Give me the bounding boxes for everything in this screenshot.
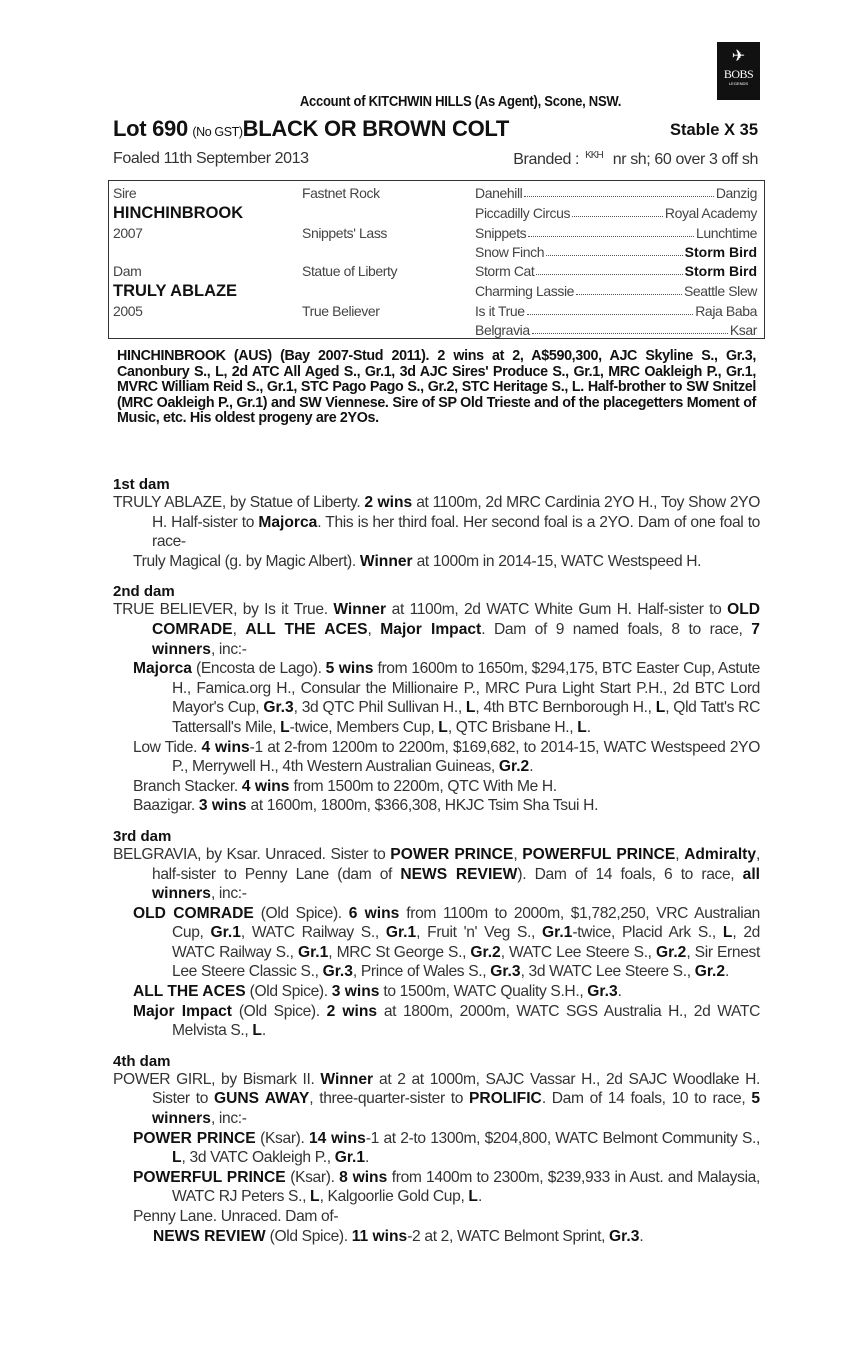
text: (Old Spice). bbox=[253, 904, 349, 922]
ancestor-name: Is it True bbox=[475, 303, 525, 319]
ancestor-name: Snippets bbox=[475, 225, 527, 241]
pedigree-paragraph bbox=[113, 1227, 760, 1247]
text: TRULY ABLAZE, by Statue of Liberty. bbox=[113, 494, 365, 511]
leader-dots bbox=[527, 303, 694, 315]
bold-text: L bbox=[722, 924, 733, 942]
text: , half-sister to Penny Lane (dam of bbox=[152, 845, 761, 883]
pedigree-gen3-row bbox=[475, 185, 757, 201]
ancestor-name: Snow Finch bbox=[475, 244, 545, 260]
bold-text: Gr.2 bbox=[498, 758, 530, 776]
bold-text: 8 wins bbox=[339, 1168, 388, 1186]
bold-text: 3 wins bbox=[198, 797, 247, 815]
bold-text: POWERFUL PRINCE bbox=[133, 1168, 286, 1186]
bold-text: 4 wins bbox=[241, 777, 290, 795]
ancestor-name: Belgravia bbox=[475, 322, 530, 338]
text: from 1600m to 1650m, $294,175, BTC Easter Cup, Astute H., Famica.org H., Consular the Millionaire P., MRC Pura Light Start P.H., 2d BTC Lord Mayor's Cup, bbox=[172, 660, 760, 717]
bold-text: NEWS REVIEW bbox=[153, 1227, 266, 1245]
text: , inc:- bbox=[210, 885, 247, 903]
text: -2 at 2, WATC Belmont Sprint, bbox=[407, 1227, 610, 1245]
leader-dots bbox=[576, 283, 682, 295]
bold-text: OLD COMRADE bbox=[133, 904, 254, 922]
branded-label: Branded : bbox=[513, 151, 580, 168]
bold-text: 2 wins bbox=[326, 1002, 378, 1020]
bold-text: Major Impact bbox=[133, 1002, 233, 1020]
text: at 2 at 1000m, SAJC Vassar H., 2d SAJC Woodlake H. Sister to bbox=[152, 1070, 760, 1108]
text: , Sir Ernest Lee Steere Classic S., bbox=[172, 943, 760, 981]
bold-text: L bbox=[310, 1188, 320, 1206]
consignor-text: Account of KITCHWIN HILLS (As Agent), Scone, NSW. bbox=[299, 94, 621, 110]
dam-dam: True Believer bbox=[302, 303, 380, 319]
sire-dam: Snippets' Lass bbox=[302, 225, 388, 241]
lot-title: BLACK OR BROWN COLT bbox=[242, 116, 510, 141]
pedigree-gen3-row bbox=[475, 263, 757, 279]
text: Low Tide. bbox=[133, 738, 202, 756]
text: , Fruit 'n' Veg S., bbox=[416, 924, 543, 942]
bold-text: Gr.1 bbox=[334, 1149, 366, 1167]
text: -1 at 2-from 1200m to 2200m, $169,682, to 2014-15, WATC Westspeed 2YO P., Merrywell H., 4th Western Australian Guineas, bbox=[172, 738, 761, 776]
leader-dots bbox=[528, 225, 694, 237]
bold-text: L bbox=[252, 1022, 262, 1040]
text: , Kalgoorlie Gold Cup, bbox=[319, 1188, 469, 1206]
text: . bbox=[617, 983, 622, 1001]
pedigree-paragraph bbox=[113, 738, 760, 777]
bold-text: 14 wins bbox=[308, 1129, 366, 1147]
dam-section bbox=[113, 476, 760, 571]
brand-description: nr sh; 60 over 3 off sh bbox=[612, 151, 758, 168]
dam-section bbox=[113, 583, 760, 816]
gst-note: (No GST) bbox=[192, 125, 243, 139]
ancestor-name: Piccadilly Circus bbox=[475, 205, 571, 221]
ancestor-sire: Storm Bird bbox=[684, 244, 757, 260]
text: . bbox=[586, 718, 591, 736]
ancestor-sire: Ksar bbox=[729, 322, 757, 338]
dam-line bbox=[113, 464, 760, 1246]
text: . bbox=[477, 1188, 482, 1206]
pedigree-paragraph bbox=[113, 600, 760, 659]
text: from 1500m to 2200m, QTC With Me H. bbox=[289, 777, 557, 795]
bold-text: POWER PRINCE bbox=[390, 845, 514, 863]
text: , WATC Railway S., bbox=[240, 924, 386, 942]
text: , bbox=[675, 845, 685, 863]
pedigree-gen3-row bbox=[475, 322, 757, 338]
bold-text: Majorca bbox=[133, 660, 192, 678]
bold-text: Gr.3 bbox=[609, 1227, 640, 1245]
bold-text: Winner bbox=[320, 1070, 374, 1088]
bold-text: Gr.1 bbox=[542, 924, 573, 942]
bold-text: L bbox=[655, 699, 666, 717]
text: at 1100m, 2d WATC White Gum H. Half-sister to bbox=[386, 601, 728, 619]
dam-section bbox=[113, 828, 760, 1041]
text: at 1000m in 2014-15, WATC Westspeed H. bbox=[412, 552, 702, 570]
ancestor-name: Danehill bbox=[475, 185, 523, 201]
sire-name: HINCHINBROOK bbox=[113, 204, 244, 222]
pedigree-paragraph bbox=[113, 1070, 760, 1129]
foaled-date: Foaled 11th September 2013 bbox=[113, 150, 309, 167]
bold-text: OLD COMRADE bbox=[152, 601, 760, 638]
bold-text: ALL THE ACES bbox=[245, 620, 368, 638]
pedigree-paragraph bbox=[113, 1207, 760, 1227]
leader-dots bbox=[536, 263, 682, 275]
ancestor-name: Storm Cat bbox=[475, 263, 535, 279]
bold-text: Gr.2 bbox=[694, 963, 726, 981]
text: (Old Spice). bbox=[245, 983, 332, 1001]
bold-text: Gr.2 bbox=[470, 943, 501, 961]
ancestor-sire: Raja Baba bbox=[695, 303, 757, 319]
section-heading: 1st dam bbox=[113, 476, 170, 493]
consignor bbox=[0, 94, 860, 110]
pedigree-gen3-row bbox=[475, 303, 757, 319]
pedigree-table bbox=[108, 180, 765, 339]
bold-text: Gr.2 bbox=[656, 943, 687, 961]
text: -1 at 2-to 1300m, $204,800, WATC Belmont Community S., bbox=[365, 1129, 760, 1147]
bold-text: 5 wins bbox=[325, 660, 374, 678]
pedigree-paragraph bbox=[113, 845, 760, 904]
text: . bbox=[639, 1227, 644, 1245]
text: POWER GIRL, by Bismark II. bbox=[113, 1070, 321, 1088]
text: , 2d WATC Railway S., bbox=[172, 924, 761, 961]
leader-dots bbox=[572, 205, 663, 217]
text: . Dam of 14 foals, 10 to race, bbox=[541, 1090, 752, 1108]
text: , QTC Brisbane H., bbox=[447, 718, 578, 736]
text: , inc:- bbox=[210, 640, 247, 658]
section-heading: 2nd dam bbox=[113, 583, 175, 601]
bold-text: NEWS REVIEW bbox=[400, 865, 518, 883]
text: -twice, Members Cup, bbox=[289, 718, 439, 736]
bold-text: 4 wins bbox=[201, 738, 250, 756]
logo-subtext: LEGENDS bbox=[728, 81, 749, 86]
text: , bbox=[513, 845, 523, 863]
pedigree-paragraph bbox=[113, 659, 760, 737]
text: (Ksar). bbox=[255, 1129, 309, 1147]
bold-text: Majorca bbox=[258, 513, 318, 531]
text: (Ksar). bbox=[285, 1168, 340, 1186]
text: from 1400m to 2300m, $239,933 in Aust. and Malaysia, WATC RJ Peters S., bbox=[172, 1168, 760, 1206]
bold-text: Gr.3 bbox=[322, 963, 353, 981]
text: (Old Spice). bbox=[265, 1227, 352, 1245]
bold-text: L bbox=[280, 718, 290, 736]
text: to 1500m, WATC Quality S.H., bbox=[379, 983, 588, 1001]
text: (Old Spice). bbox=[232, 1002, 327, 1020]
pedigree-gen3-row bbox=[475, 244, 757, 260]
lot-number: Lot 690 bbox=[113, 116, 188, 141]
text: Penny Lane. Unraced. Dam of- bbox=[133, 1208, 339, 1225]
bold-text: all winners bbox=[152, 865, 760, 903]
bold-text: Major Impact bbox=[380, 620, 482, 638]
bold-text: Winner bbox=[359, 552, 413, 570]
bold-text: Gr.1 bbox=[297, 943, 329, 961]
sire-year: 2007 bbox=[113, 225, 143, 241]
brand-mark: KKH bbox=[585, 150, 603, 161]
bold-text: 7 winners bbox=[152, 620, 760, 658]
dam-name: TRULY ABLAZE bbox=[113, 282, 238, 300]
brand-info bbox=[513, 150, 758, 169]
text: , Prince of Wales S., bbox=[352, 963, 491, 981]
bold-text: L bbox=[465, 699, 476, 717]
text: , 3d WATC Lee Steere S., bbox=[520, 963, 695, 981]
bold-text: Winner bbox=[333, 601, 387, 619]
pedigree-paragraph bbox=[113, 552, 760, 572]
bold-text: L bbox=[172, 1149, 182, 1167]
pedigree-paragraph bbox=[113, 1168, 760, 1207]
pedigree-paragraph bbox=[113, 904, 760, 982]
text: , 4th BTC Bernborough H., bbox=[475, 699, 656, 717]
stable-number: Stable X 35 bbox=[669, 121, 758, 139]
ancestor-sire: Lunchtime bbox=[696, 225, 757, 241]
pedigree-paragraph bbox=[113, 982, 760, 1002]
bold-text: ALL THE ACES bbox=[133, 983, 246, 1001]
dam-section bbox=[113, 1053, 760, 1246]
text: . This is her third foal. Her second foal is a 2YO. Dam of one foal to race- bbox=[152, 513, 760, 551]
text: Branch Stacker. bbox=[133, 777, 242, 795]
bold-text: Gr.3 bbox=[263, 699, 294, 717]
text: -twice, Placid Ark S., bbox=[572, 924, 723, 942]
ancestor-sire: Storm Bird bbox=[684, 263, 757, 279]
text: from 1100m to 2000m, $1,782,250, VRC Australian Cup, bbox=[172, 904, 760, 942]
text: , 3d QTC Phil Sullivan H., bbox=[293, 699, 466, 717]
section-heading: 4th dam bbox=[113, 1052, 171, 1070]
bold-text: Gr.1 bbox=[385, 924, 417, 942]
text: , MRC St George S., bbox=[328, 943, 471, 961]
text: . bbox=[529, 758, 534, 776]
text: TRUE BELIEVER, by Is it True. bbox=[113, 601, 334, 619]
text: , 3d VATC Oakleigh P., bbox=[181, 1149, 335, 1167]
leader-dots bbox=[524, 185, 713, 197]
text: Baazigar. bbox=[133, 797, 199, 815]
dam-sire: Statue of Liberty bbox=[302, 263, 398, 279]
bold-text: 2 wins bbox=[364, 494, 413, 511]
bold-text: 5 winners bbox=[152, 1090, 761, 1128]
pedigree-paragraph bbox=[113, 1129, 760, 1168]
bold-text: Gr.3 bbox=[587, 983, 618, 1001]
bold-text: POWER PRINCE bbox=[133, 1129, 256, 1147]
dam-label: Dam bbox=[113, 263, 142, 279]
bold-text: GUNS AWAY bbox=[213, 1090, 310, 1108]
sire-description: HINCHINBROOK (AUS) (Bay 2007-Stud 2011). 2 wins at 2, A$590,300, AJC Skyline S., Gr.3, Canonbury S., L, 2d ATC All Aged S., Gr.1, 3d AJC Sires' Produce S., Gr.1, MRC Oakleigh P., Gr.1, MVRC William Reid S., Gr.1, STC Pago Pago S., Gr.2, STC Heritage S., L. Half-brother to SW Snitzel (MRC Oakleigh P., Gr.1) and SW Viennese. Sire of SP Old Trieste and of the placegetters Moment of Music, etc. His oldest progeny are 2YOs. bbox=[117, 348, 756, 426]
ancestor-sire: Seattle Slew bbox=[683, 283, 757, 299]
text: . bbox=[261, 1022, 266, 1040]
text: . Dam of 9 named foals, 8 to race, bbox=[481, 620, 752, 638]
logo-text: BOBS bbox=[723, 67, 754, 81]
text: at 1600m, 1800m, $366,308, HKJC Tsim Sha Tsui H. bbox=[246, 797, 599, 815]
bird-icon: ✈ bbox=[731, 48, 746, 65]
text: Truly Magical (g. by Magic Albert). bbox=[133, 552, 360, 570]
bold-text: 3 wins bbox=[331, 983, 380, 1001]
dam-year: 2005 bbox=[113, 303, 143, 319]
pedigree-paragraph bbox=[113, 796, 760, 816]
bold-text: PROLIFIC bbox=[469, 1090, 542, 1108]
bold-text: Gr.1 bbox=[210, 924, 241, 942]
text: BELGRAVIA, by Ksar. Unraced. Sister to bbox=[113, 845, 391, 863]
logo bbox=[717, 42, 760, 100]
leader-dots bbox=[532, 322, 728, 334]
text: ). Dam of 14 foals, 6 to race, bbox=[517, 865, 743, 883]
bold-text: L bbox=[577, 718, 587, 736]
bold-text: POWERFUL PRINCE bbox=[522, 845, 676, 863]
leader-dots bbox=[546, 244, 683, 256]
pedigree-paragraph bbox=[113, 493, 760, 552]
pedigree-gen3-row bbox=[475, 205, 757, 221]
text: , three-quarter-sister to bbox=[309, 1090, 470, 1108]
bold-text: Admiralty bbox=[684, 845, 757, 863]
pedigree-gen3-row bbox=[475, 225, 757, 241]
ancestor-sire: Royal Academy bbox=[664, 205, 757, 221]
sire-label: Sire bbox=[113, 185, 137, 201]
text: , bbox=[232, 620, 246, 638]
text: at 1100m, 2d MRC Cardinia 2YO H., Toy Show 2YO H. Half-sister to bbox=[152, 494, 760, 531]
pedigree-paragraph bbox=[113, 777, 760, 797]
bold-text: L bbox=[438, 718, 448, 736]
lot-header bbox=[113, 116, 758, 142]
bold-text: 11 wins bbox=[351, 1227, 408, 1245]
text: , inc:- bbox=[210, 1110, 247, 1128]
ancestor-sire: Danzig bbox=[715, 185, 757, 201]
text: at 1800m, 2000m, WATC SGS Australia H., 2d WATC Melvista S., bbox=[172, 1002, 760, 1040]
bold-text: L bbox=[468, 1188, 478, 1206]
section-heading: 3rd dam bbox=[113, 827, 172, 845]
text: , Qld Tatt's RC Tattersall's Mile, bbox=[172, 699, 760, 736]
text: . bbox=[365, 1149, 370, 1167]
text: (Encosta de Lago). bbox=[191, 660, 326, 678]
pedigree-paragraph bbox=[113, 1002, 760, 1041]
pedigree-gen3-row bbox=[475, 283, 757, 299]
text: . bbox=[725, 963, 730, 981]
bold-text: 6 wins bbox=[348, 904, 400, 922]
bold-text: Gr.3 bbox=[490, 963, 521, 981]
text: , WATC Lee Steere S., bbox=[500, 943, 656, 961]
sire-sire: Fastnet Rock bbox=[302, 185, 380, 201]
text: , bbox=[367, 620, 381, 638]
ancestor-name: Charming Lassie bbox=[475, 283, 575, 299]
